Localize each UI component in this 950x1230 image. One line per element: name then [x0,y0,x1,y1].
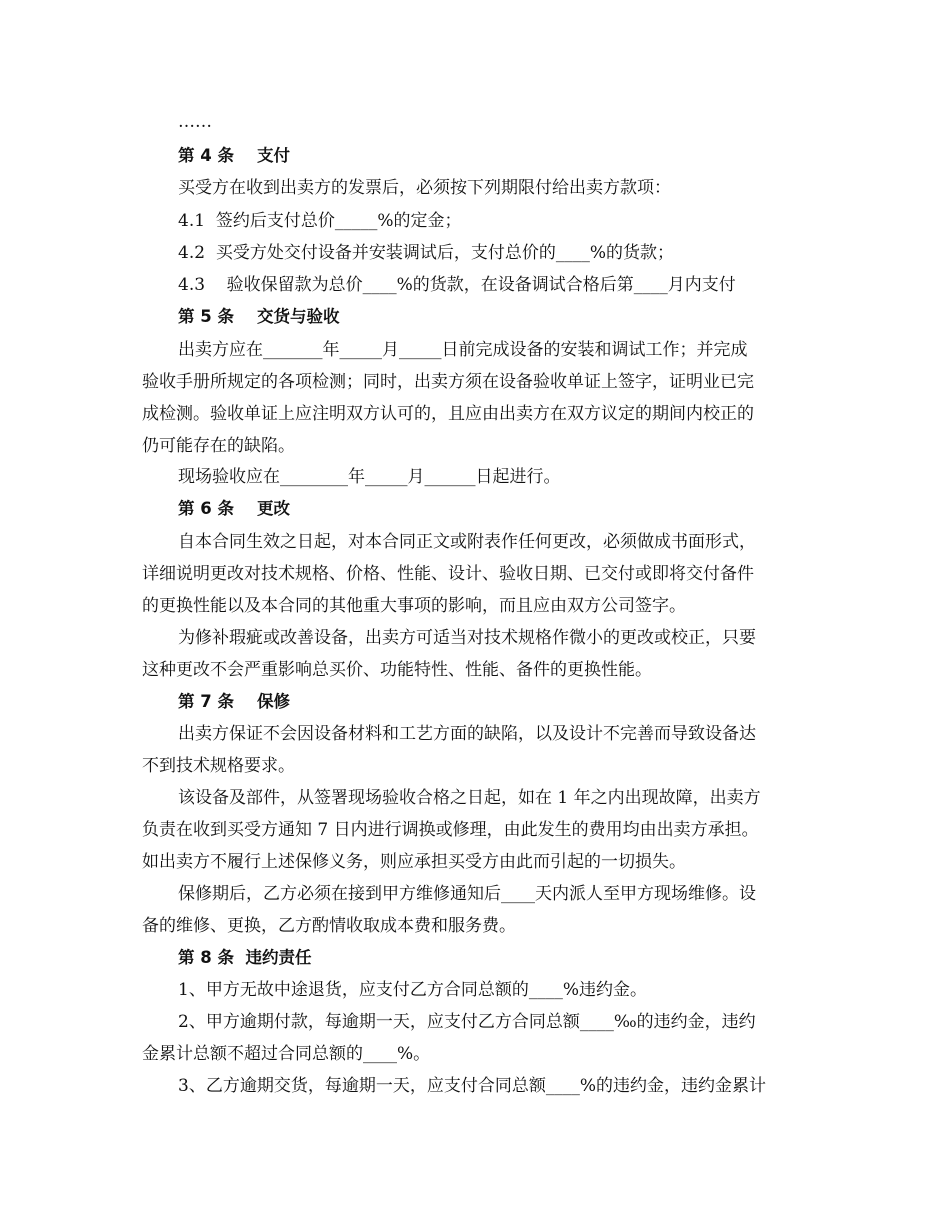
article-7-heading: 第 7 条 保修 [178,692,290,711]
article-8-item-1: 1、甲方无故中途退货，应支付乙方合同总额的____%违约金。 [178,980,647,1000]
article-7-p2-line-3: 如出卖方不履行上述保修义务，则应承担买受方由此而引起的一切损失。 [142,852,686,872]
article-5-p1-line-4: 仍可能存在的缺陷。 [142,436,295,456]
article-5-p1-line-2: 验收手册所规定的各项检测；同时，出卖方须在设备验收单证上签字，证明业已完 [142,372,754,392]
article-5-p1-line-1: 出卖方应在_______年_____月_____日前完成设备的安装和调试工作；并完成 [178,340,748,360]
article-6-p2-line-1: 为修补瑕疵或改善设备，出卖方可适当对技术规格作微小的更改或校正，只要 [178,628,756,648]
article-8-item-3-line-1: 3、乙方逾期交货，每逾期一天，应支付合同总额____%的违约金，违约金累计 [178,1076,766,1096]
article-5-p1-line-3: 成检测。验收单证上应注明双方认可的，且应由出卖方在双方议定的期间内校正的 [142,404,754,424]
article-4-item-1: 4.1 签约后支付总价_____%的定金； [178,211,462,231]
article-8-item-2-line-1: 2、甲方逾期付款，每逾期一天，应支付乙方合同总额____‰的违约金，违约 [178,1012,756,1032]
article-4-item-3: 4.3 验收保留款为总价____%的货款，在设备调试合格后第____月内支付 [178,275,736,295]
article-7-p1-line-1: 出卖方保证不会因设备材料和工艺方面的缺陷，以及设计不完善而导致设备达 [178,724,756,744]
ellipsis: …… [178,112,212,132]
article-8-heading: 第 8 条 违约责任 [178,948,312,967]
article-6-heading: 第 6 条 更改 [178,499,290,518]
article-6-p1-line-2: 详细说明更改对技术规格、价格、性能、设计、验收日期、已交付或即将交付备件 [142,564,754,584]
article-5-heading: 第 5 条 交货与验收 [178,307,340,326]
article-7-p1-line-2: 不到技术规格要求。 [142,756,295,776]
article-7-p2-line-1: 该设备及部件，从签署现场验收合格之日起，如在 1 年之内出现故障，出卖方 [178,788,761,808]
article-7-p3-line-1: 保修期后，乙方必须在接到甲方维修通知后____天内派人至甲方现场维修。设 [178,884,756,904]
article-6-p1-line-1: 自本合同生效之日起，对本合同正文或附表作任何更改，必须做成书面形式， [178,532,756,552]
article-4-item-2: 4.2 买受方处交付设备并安装调试后，支付总价的____%的货款； [178,243,674,263]
article-8-item-2-line-2: 金累计总额不超过合同总额的____%。 [142,1044,431,1064]
article-6-p1-line-3: 的更换性能以及本合同的其他重大事项的影响，而且应由双方公司签字。 [142,596,686,616]
article-4-heading: 第 4 条 支付 [178,146,290,165]
article-5-p2: 现场验收应在________年_____月______日起进行。 [178,467,561,487]
article-6-p2-line-2: 这种更改不会严重影响总买价、功能特性、性能、备件的更换性能。 [142,660,652,680]
article-4-intro: 买受方在收到出卖方的发票后，必须按下列期限付给出卖方款项： [178,178,671,198]
article-7-p2-line-2: 负责在收到买受方通知 7 日内进行调换或修理，由此发生的费用均由出卖方承担。 [142,820,759,840]
article-7-p3-line-2: 备的维修、更换，乙方酌情收取成本费和服务费。 [142,916,516,936]
